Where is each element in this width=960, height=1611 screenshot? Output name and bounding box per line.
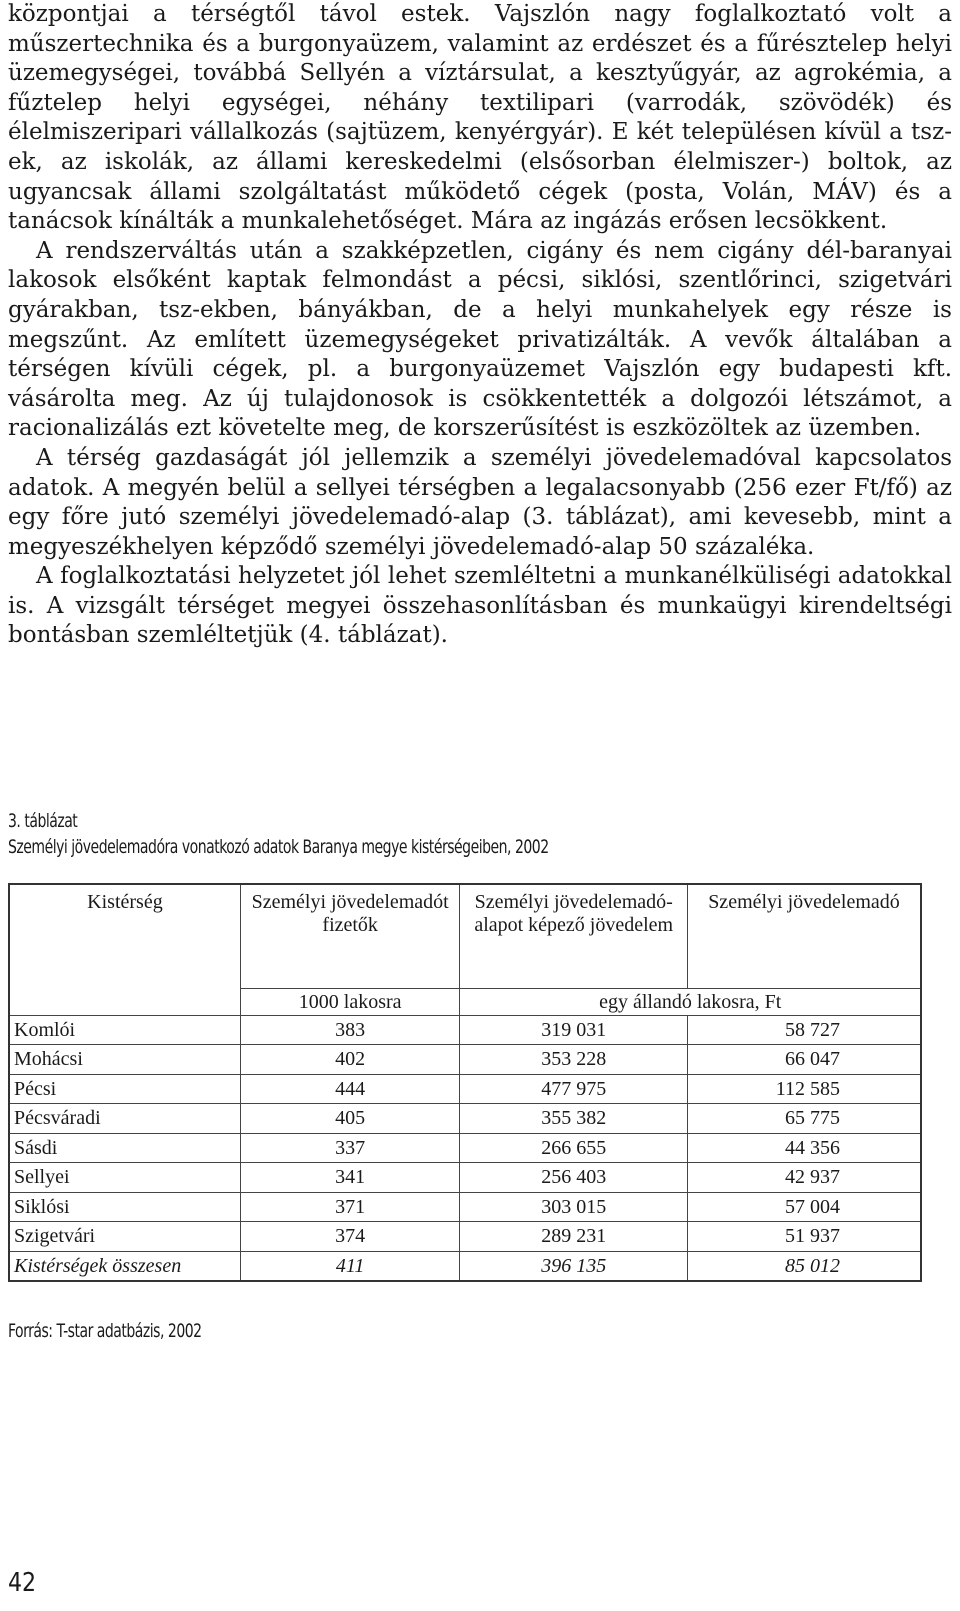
row-payers: 371 [240, 1192, 460, 1222]
row-tax: 58 727 [687, 1015, 921, 1045]
row-base: 256 403 [460, 1163, 688, 1193]
row-name: Pécsi [9, 1074, 240, 1104]
header-tax: Személyi jövedelemadó [687, 884, 921, 988]
row-name: Siklósi [9, 1192, 240, 1222]
row-base: 477 975 [460, 1074, 688, 1104]
header-base: Személyi jövedelemadó-alapot képező jövedelem [460, 884, 688, 988]
table-number: 3. táblázat [8, 810, 78, 832]
row-tax: 85 012 [687, 1251, 921, 1281]
row-base: 355 382 [460, 1104, 688, 1134]
row-payers: 383 [240, 1015, 460, 1045]
table-row [9, 1133, 921, 1163]
row-payers: 444 [240, 1074, 460, 1104]
table-row [9, 1104, 921, 1134]
table-row [9, 1222, 921, 1252]
row-tax: 51 937 [687, 1222, 921, 1252]
table-row [9, 1192, 921, 1222]
table-source: Forrás: T-star adatbázis, 2002 [8, 1320, 202, 1342]
row-payers: 411 [240, 1251, 460, 1281]
data-table [8, 883, 922, 1282]
row-payers: 341 [240, 1163, 460, 1193]
body-text [8, 0, 952, 651]
row-payers: 405 [240, 1104, 460, 1134]
row-name: Szigetvári [9, 1222, 240, 1252]
table-row [9, 1074, 921, 1104]
row-base: 303 015 [460, 1192, 688, 1222]
row-base: 353 228 [460, 1045, 688, 1075]
table-row [9, 1163, 921, 1193]
header-payers: Személyi jövedelemadót fizetők [240, 884, 460, 988]
row-base: 289 231 [460, 1222, 688, 1252]
row-payers: 374 [240, 1222, 460, 1252]
table-row [9, 1045, 921, 1075]
unit-per-resident: egy állandó lakosra, Ft [460, 988, 921, 1015]
row-name: Sellyei [9, 1163, 240, 1193]
header-kisterseg: Kistérség [9, 884, 240, 1015]
row-tax: 57 004 [687, 1192, 921, 1222]
row-name: Pécsváradi [9, 1104, 240, 1134]
row-tax: 66 047 [687, 1045, 921, 1075]
row-payers: 337 [240, 1133, 460, 1163]
row-name: Sásdi [9, 1133, 240, 1163]
table-row [9, 1015, 921, 1045]
unit-per-1000: 1000 lakosra [240, 988, 460, 1015]
row-tax: 112 585 [687, 1074, 921, 1104]
paragraph: A térség gazdaságát jól jellemzik a személyi jövedelemadóval kapcsolatos adatok. A megyén belül a sellyei térségben a legalacsonyabb (256 ezer Ft/fő) az egy főre jutó személyi jövedelemadó-alap (3. táblázat), ami kevesebb, mint a megyeszékhelyen képződő személyi jövedelemadó-alap 50 százaléka. [8, 444, 952, 560]
page-number: 42 [8, 1568, 37, 1598]
paragraph: A foglalkoztatási helyzetet jól lehet szemléltetni a munkanélküliségi adatokkal is. A vizsgált térséget megyei összehasonlításban és munkaügyi kirendeltségi bontásban szemléltetjük (4. táblázat). [8, 563, 952, 649]
row-base: 266 655 [460, 1133, 688, 1163]
row-tax: 44 356 [687, 1133, 921, 1163]
row-base: 319 031 [460, 1015, 688, 1045]
row-name: Komlói [9, 1015, 240, 1045]
row-base: 396 135 [460, 1251, 688, 1281]
row-tax: 42 937 [687, 1163, 921, 1193]
row-name: Mohácsi [9, 1045, 240, 1075]
table-title: Személyi jövedelemadóra vonatkozó adatok Baranya megye kistérségeiben, 2002 [8, 836, 549, 858]
row-payers: 402 [240, 1045, 460, 1075]
paragraph: A rendszerváltás után a szakképzetlen, cigány és nem cigány dél-baranyai lakosok elsőként kaptak felmondást a pécsi, siklósi, szentlőrinci, szigetvári gyárakban, tsz-ekben, bányákban, de a helyi munkahelyek egy része is megszűnt. Az említett üzemegységeket privatizálták. A vevők általában a térségen kívüli cégek, pl. a burgonyaüzemet Vajszlón egy budapesti kft. vásárolta meg. Az új tulajdonosok is csökkentették a dolgozói létszámot, a racionalizálás ezt követelte meg, de korszerűsítést is eszközöltek az üzemben. [8, 237, 952, 442]
paragraph: központjai a térségtől távol estek. Vajszlón nagy foglalkoztató volt a műszertechnika és a burgonyaüzem, valamint az erdészet és a fűrésztelep helyi üzemegységei, továbbá Sellyén a víztársulat, a kesztyűgyár, az agrokémia, a fűztelep helyi egységei, néhány textilipari (varrodák, szövödék) és élelmiszeripari vállalkozás (sajtüzem, kenyérgyár). E két településen kívül a tsz-ek, az iskolák, az állami kereskedelmi (elsősorban élelmiszer-) boltok, az ugyancsak állami szolgáltatást működető cégek (posta, Volán, MÁV) és a tanácsok kínálták a munkalehetőséget. Mára az ingázás erősen lecsökkent. [8, 1, 952, 235]
row-name: Kistérségek összesen [9, 1251, 240, 1281]
table-row-total [9, 1251, 921, 1281]
row-tax: 65 775 [687, 1104, 921, 1134]
